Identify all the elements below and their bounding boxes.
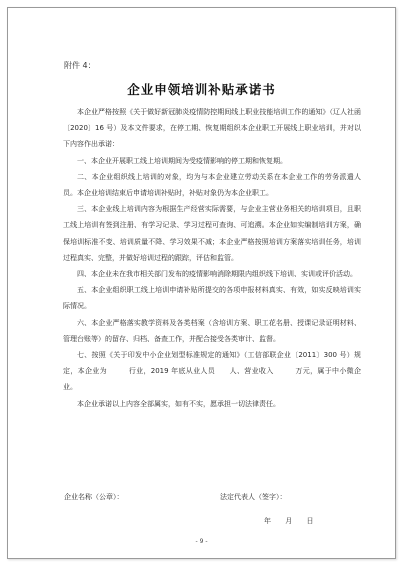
document-page <box>7 7 396 559</box>
paragraph-item-1: 一、本企业开展职工线上培训期间为受疫情影响的停工期和恢复期。 <box>77 156 287 165</box>
paragraph-item-7: 七、按照《关于印发中小企业划型标准规定的通知》（工信部联企业〔2011〕300 号）规定，本企业为 行业，2019 年底从业人员 人、营业收入 万元，属于中小微企业。 <box>63 351 361 392</box>
paragraph-item-4: 四、本企业未在我市相关部门发布的疫情影响消除期限内组织线下培训、实训或评价活动。 <box>77 270 357 279</box>
paragraph-intro: 本企业严格按照《关于做好新冠肺炎疫情防控期间线上职业技能培训工作的通知》（辽人社函〔2020〕16 号）及本文件要求，在停工期、恢复期组织本企业职工开展线上职业培训，并对以下内容作出承诺： <box>63 108 361 149</box>
date-line: 年 月 日 <box>264 517 314 525</box>
paragraph-item-3: 三、本企业线上培训内容为根据生产经营实际需要，与企业主营业务相关的培训项目，且职工线上培训有签到注册、有学习记录、学习过程可查询、可追溯。本企业如实编制培训方案，确保培训标准不变、培训质量不降、学习效果不减；本企业严格按照培训方案落实培训任务，培训过程真实、完整，并做好培训过程的跟踪，评估和监管。 <box>63 205 361 262</box>
document-title: 企业申领培训补贴承诺书 <box>127 82 276 97</box>
legal-representative-label: 法定代表人（签字）： <box>220 493 287 501</box>
paragraph-item-5: 五、本企业组织职工线上培训申请补贴所提交的各项申报材料真实、有效，如实反映培训实际情况。 <box>63 286 361 311</box>
paragraph-item-2: 二、本企业组织线上培训的对象，均为与本企业建立劳动关系在本企业工作的劳务派遣人员。本企业培训结束后申请培训补贴时，补贴对象仍为本企业职工。 <box>63 172 361 198</box>
page-number: - 9 - <box>195 538 208 545</box>
company-name-label: 企业名称（公章）： <box>64 493 124 501</box>
document-body <box>63 104 361 412</box>
attachment-label: 附件 4： <box>64 61 96 70</box>
paragraph-item-6: 六、本企业严格落实教学资料及各类档案（含培训方案、职工花名册、授课记录证明材料、管理台账等）的留存、归档、备查工作，并配合接受各类审计、监督。 <box>63 318 361 343</box>
paragraph-commitment: 本企业承诺以上内容全部属实，如有不实，愿承担一切法律责任。 <box>77 399 280 408</box>
signature-row <box>64 492 364 502</box>
